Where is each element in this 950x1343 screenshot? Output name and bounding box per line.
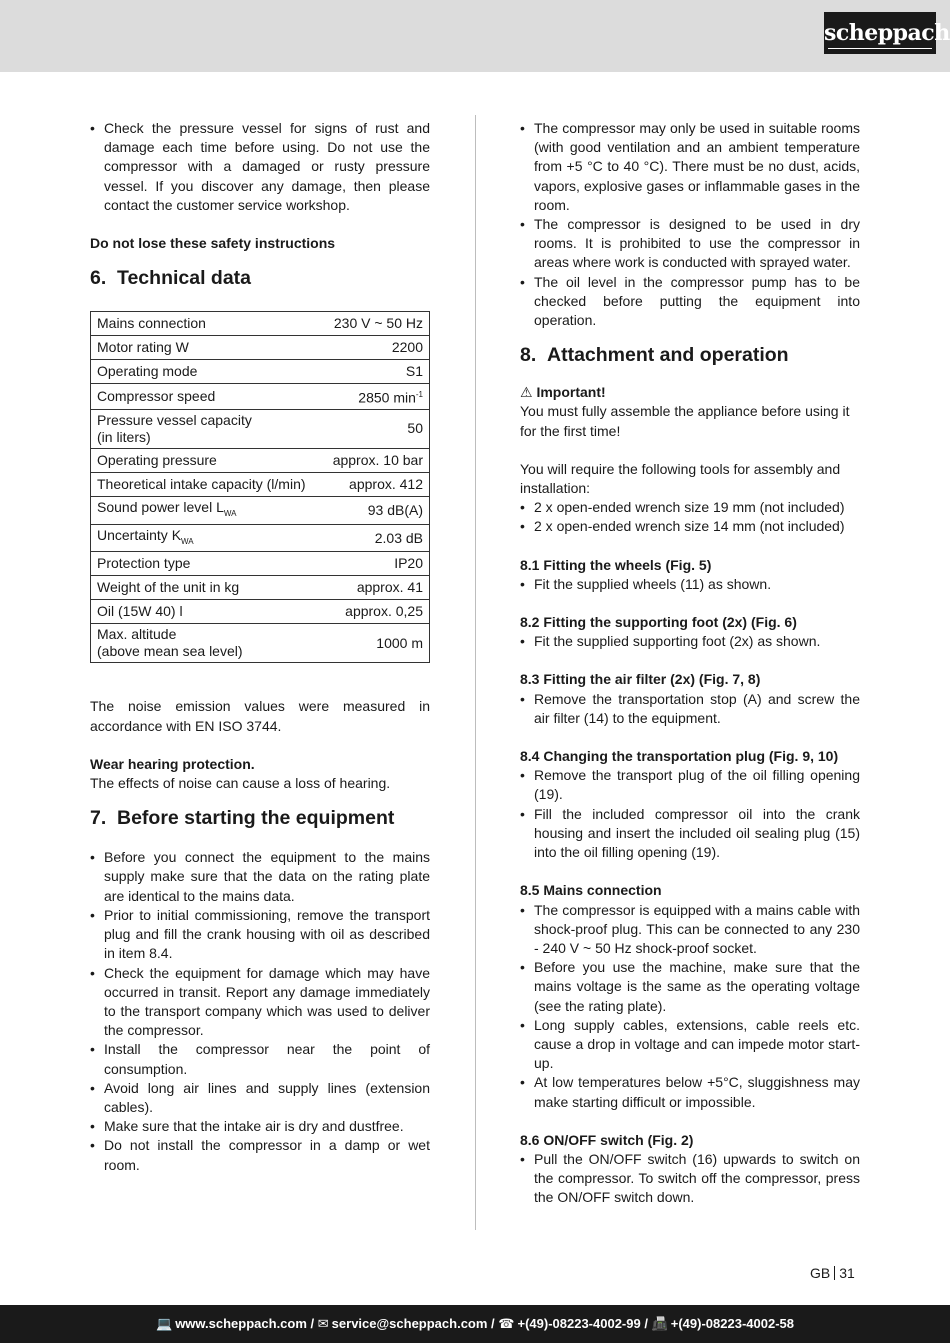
list-item: • Fit the supplied wheels (11) as shown. <box>520 575 860 594</box>
list-item: • Fit the supplied supporting foot (2x) as shown. <box>520 632 860 651</box>
important-text: You must fully assemble the appliance before using it for the first time! <box>520 403 850 439</box>
left-column <box>90 119 430 1175</box>
hearing-protection-text: The effects of noise can cause a loss of hearing. <box>90 775 391 792</box>
mail-icon: ✉ <box>317 1316 329 1331</box>
computer-icon: 💻 <box>156 1316 173 1331</box>
technical-data-table <box>90 311 430 663</box>
warning-triangle-icon: ⚠ Important! <box>520 384 606 401</box>
before-starting-list <box>90 848 430 1174</box>
list-item: • The compressor may only be used in suitable rooms (with good ventilation and an ambient temperature from +5 °C to 40 °C). There must be no dust, acids, vapors, explosive gases or inflammable gases in the room. <box>520 119 860 215</box>
list-item: • Remove the transport plug of the oil filling opening (19). <box>520 766 860 804</box>
table-row: Protection type IP20 <box>91 552 430 576</box>
table-row: Sound power level $L_{WA}$ 93 dB(A) <box>91 496 430 524</box>
table-row: Compressor speed 2850 $\min^{-1}$ <box>91 384 430 410</box>
table-row: Oil (15W 40) l approx. 0,25 <box>91 600 430 624</box>
column-divider <box>475 115 476 1230</box>
subsection-title-air-filter: 8.3 Fitting the air filter (2x) (Fig. 7, 8) <box>520 671 761 688</box>
brand-logo: scheppach <box>824 12 936 54</box>
wheels-list <box>520 575 860 594</box>
subsection-title-transport-plug: 8.4 Changing the transportation plug (Fig. 9, 10) <box>520 748 839 765</box>
right-column <box>520 119 860 1208</box>
list-item: • Check the pressure vessel for signs of rust and damage each time before using. Do not use the compressor with a damaged or rusty pressure vessel. If you discover any damage, then please contact the customer service workshop. <box>90 119 430 215</box>
list-item: • The compressor is equipped with a mains cable with shock-proof plug. This can be connected to any 230 - 240 V ~ 50 Hz shock-proof socket. <box>520 901 860 959</box>
list-item: • Check the equipment for damage which may have occurred in transit. Report any damage immediately to the transport company which was used to deliver the compressor. <box>90 964 430 1041</box>
list-item: • Long supply cables, extensions, cable reels etc. cause a drop in voltage and can impede motor start-up. <box>520 1016 860 1074</box>
fax-number: +(49)-08223-4002-58 <box>670 1316 794 1331</box>
list-item: • Install the compressor near the point of consumption. <box>90 1040 430 1078</box>
mains-connection-list <box>520 901 860 1112</box>
noise-emission-text: The noise emission values were measured in accordance with EN ISO 3744. <box>90 698 430 734</box>
list-item: • 2 x open-ended wrench size 19 mm (not included) <box>520 498 860 517</box>
list-item: • Pull the ON/OFF switch (16) upwards to switch on the compressor. To switch off the compressor, press the ON/OFF switch down. <box>520 1150 860 1208</box>
section-heading-before-starting: 7. Before starting the equipment <box>90 807 395 830</box>
list-item: • Before you use the machine, make sure that the mains voltage is the same as the operating voltage (see the rating plate). <box>520 958 860 1016</box>
list-item: • At low temperatures below +5°C, sluggishness may make starting difficult or impossible. <box>520 1073 860 1111</box>
table-row: Uncertainty $K_{WA}$ 2.03 dB <box>91 524 430 552</box>
list-item: • Remove the transportation stop (A) and screw the air filter (14) to the equipment. <box>520 690 860 728</box>
subsection-title-mains-connection: 8.5 Mains connection <box>520 882 662 899</box>
list-item: • Do not install the compressor in a damp or wet room. <box>90 1136 430 1174</box>
phone-icon: ☎ <box>498 1316 515 1331</box>
table-row: Mains connection 230 V ~ 50 Hz <box>91 312 430 336</box>
table-row: Weight of the unit in kg approx. 41 <box>91 576 430 600</box>
list-item: • Make sure that the intake air is dry and dustfree. <box>90 1117 430 1136</box>
table-row: Motor rating W 2200 <box>91 336 430 360</box>
footer-bar <box>0 1305 950 1343</box>
section-heading-attachment: 8. Attachment and operation <box>520 344 789 367</box>
page-number: GB 31 <box>810 1265 855 1281</box>
table-row: Max. altitude (above mean sea level) 1000 m <box>91 624 430 663</box>
list-item: • Fill the included compressor oil into the crank housing and insert the included oil sealing plug (15) into the oil filling opening (19). <box>520 805 860 863</box>
list-item: • Avoid long air lines and supply lines (extension cables). <box>90 1079 430 1117</box>
tools-intro: You will require the following tools for assembly and installation: <box>520 460 841 497</box>
subsection-title-on-off-switch: 8.6 ON/OFF switch (Fig. 2) <box>520 1131 694 1148</box>
list-item: • Prior to initial commissioning, remove the transport plug and fill the crank housing with oil as described in item 8.4. <box>90 906 430 964</box>
fax-icon: 📠 <box>651 1316 668 1331</box>
list-item: • The oil level in the compressor pump has to be checked before putting the equipment into operation. <box>520 273 860 331</box>
table-row: Theoretical intake capacity (l/min) approx. 412 <box>91 472 430 496</box>
safety-note: Do not lose these safety instructions <box>90 235 336 252</box>
pressure-vessel-list <box>90 119 430 215</box>
section-heading-technical-data: 6. Technical data <box>90 267 252 290</box>
tools-list <box>520 498 860 536</box>
usage-conditions-list <box>520 119 860 330</box>
website-link[interactable]: www.scheppach.com / <box>175 1316 315 1331</box>
phone-number: +(49)-08223-4002-99 / <box>517 1316 648 1331</box>
hearing-protection-title: Wear hearing protection. <box>90 755 255 772</box>
transport-plug-list <box>520 766 860 862</box>
list-item: • 2 x open-ended wrench size 14 mm (not included) <box>520 517 860 536</box>
supporting-foot-list <box>520 632 860 651</box>
email-link[interactable]: service@scheppach.com / <box>331 1316 495 1331</box>
on-off-switch-list <box>520 1150 860 1208</box>
list-item: • The compressor is designed to be used in dry rooms. It is prohibited to use the compressor in areas where work is conducted with sprayed water. <box>520 215 860 273</box>
list-item: • Before you connect the equipment to the mains supply make sure that the data on the rating plate are identical to the mains data. <box>90 848 430 906</box>
table-row: Operating pressure approx. 10 bar <box>91 448 430 472</box>
subsection-title-wheels: 8.1 Fitting the wheels (Fig. 5) <box>520 556 712 573</box>
subsection-title-supporting-foot: 8.2 Fitting the supporting foot (2x) (Fig. 6) <box>520 614 797 631</box>
air-filter-list <box>520 690 860 728</box>
table-row: Operating mode S1 <box>91 360 430 384</box>
header-bar <box>0 0 950 72</box>
table-row: Pressure vessel capacity (in liters) 50 <box>91 409 430 448</box>
